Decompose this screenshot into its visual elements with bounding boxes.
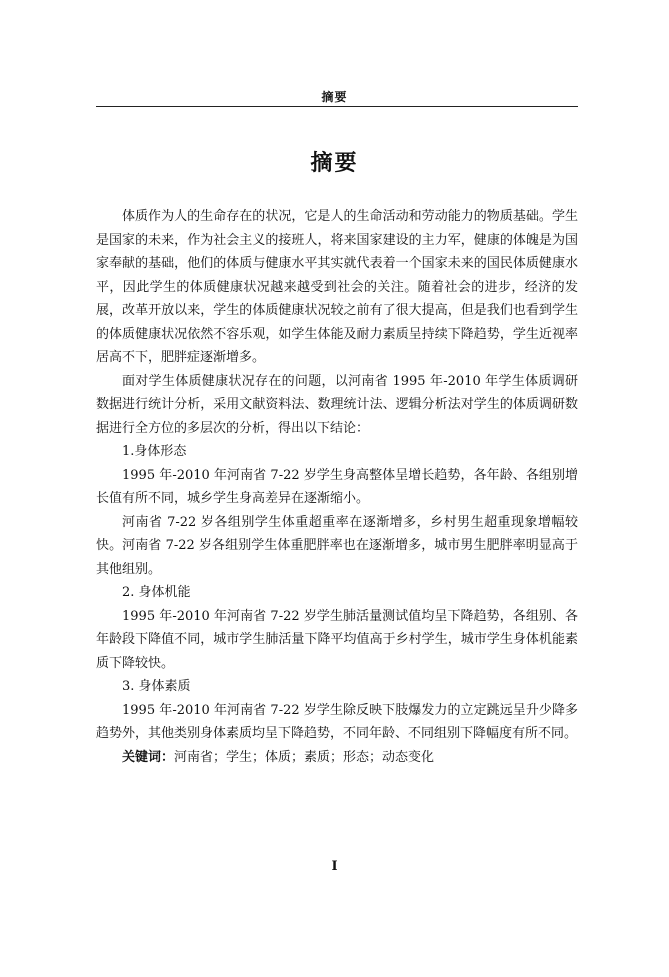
keywords-label: 关键词： <box>122 749 175 765</box>
paragraph-intro: 体质作为人的生命存在的状况，它是人的生命活动和劳动能力的物质基础。学生是国家的未来，作为社会主义的接班人，将来国家建设的主力军，健康的体魄是为国家奉献的基础，他们的体质与健康水平其实就代表着一个国家未来的国民体质健康水平，因此学生的体质健康状况越来越受到社会的关注。随着社会的进步，经济的发展，改革开放以来，学生的体质健康状况较之前有了很大提高，但是我们也看到学生的体质健康状况依然不容乐观，如学生体能及耐力素质呈持续下降趋势，学生近视率居高不下，肥胖症逐渐增多。 <box>96 209 578 365</box>
section-heading-function: 2. 身体机能 <box>122 585 191 600</box>
header-rule <box>96 106 578 107</box>
paragraph-height: 1995 年-2010 年河南省 7-22 岁学生身高整体呈增长趋势，各年龄、各组别增长值有所不同，城乡学生身高差异在逐渐缩小。 <box>96 467 578 506</box>
page-number: I <box>331 859 338 874</box>
running-header: 摘要 <box>321 90 348 104</box>
paragraph-weight: 河南省 7-22 岁各组别学生体重超重率在逐渐增多，乡村男生超重现象增幅较快。河南省 7-22 岁各组别学生体重肥胖率也在逐渐增多，城市男生肥胖率明显高于其他组别。 <box>96 514 578 577</box>
paragraph-lung-capacity: 1995 年-2010 年河南省 7-22 岁学生肺活量测试值均呈下降趋势，各组别、各年龄段下降值不同，城市学生肺活量下降平均值高于乡村学生，城市学生身体机能素质下降较快。 <box>96 608 578 671</box>
page-title: 摘要 <box>310 150 359 176</box>
abstract-body <box>96 205 578 769</box>
section-heading-morphology: 1.身体形态 <box>122 444 187 459</box>
section-heading-fitness: 3. 身体素质 <box>122 679 191 694</box>
keywords-line <box>96 746 578 770</box>
paragraph-fitness: 1995 年-2010 年河南省 7-22 岁学生除反映下肢爆发力的立定跳远呈升少降多趋势外，其他类别身体素质均呈下降趋势，不同年龄、不同组别下降幅度有所不同。 <box>96 702 578 741</box>
paragraph-method: 面对学生体质健康状况存在的问题，以河南省 1995 年-2010 年学生体质调研数据进行统计分析，采用文献资料法、数理统计法、逻辑分析法对学生的体质调研数据进行全方位的多层次的分析，得出以下结论： <box>96 373 578 436</box>
keywords-text: 河南省；学生；体质；素质；形态；动态变化 <box>174 749 435 765</box>
